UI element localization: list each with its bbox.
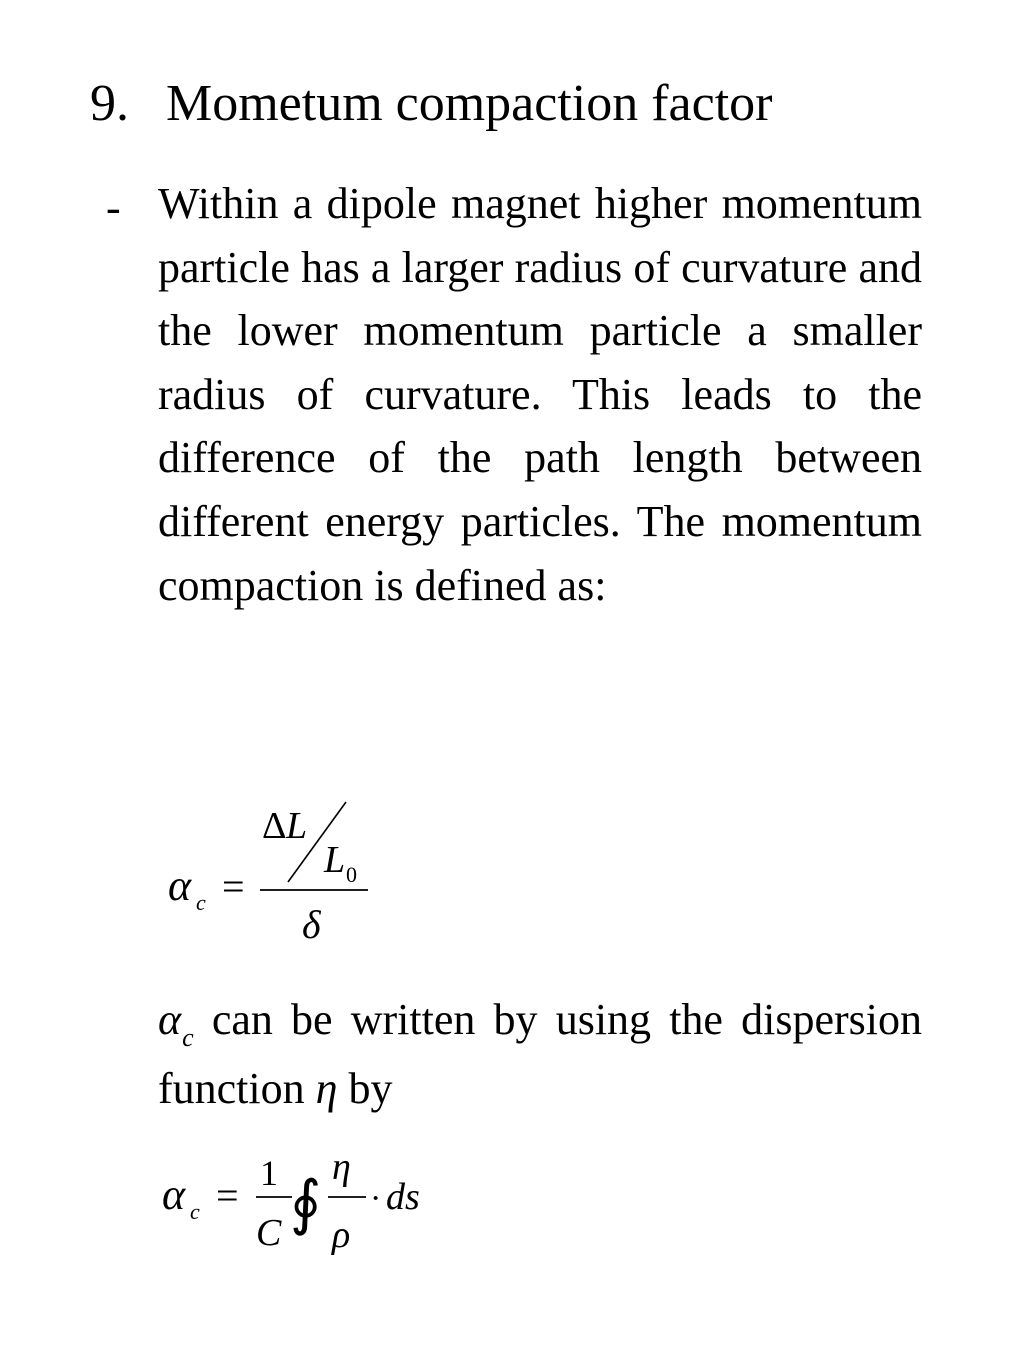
- eq2-frac-denominator: C: [256, 1212, 282, 1254]
- eq2-inner-denominator: ρ: [332, 1214, 351, 1256]
- eq1-equals: =: [222, 864, 245, 909]
- equation-dispersion-integral: [150, 1145, 450, 1265]
- eq2-inner-numerator: η: [332, 1146, 351, 1188]
- eq1-alpha: α: [168, 861, 192, 910]
- para2-text-1: can be written by using the dispersion function: [158, 995, 922, 1113]
- bullet-paragraph: Within a dipole magnet higher momentum particle has a larger radius of curvature and the lower momentum particle a smaller radius of curvature. This leads to the difference of the path length between different energy particles. The momentum compaction is defined as:: [158, 179, 922, 610]
- para2-eta: η: [315, 1064, 338, 1113]
- eq1-alpha-subscript: c: [196, 890, 206, 915]
- eq2-dot: ·: [370, 1180, 382, 1217]
- eq2-alpha-subscript: c: [190, 1199, 200, 1224]
- equation-momentum-compaction: [150, 790, 390, 950]
- para2-alpha: α: [158, 995, 182, 1044]
- eq2-frac-numerator: 1: [260, 1153, 278, 1193]
- title-text: Mometum compaction factor: [166, 75, 773, 132]
- eq1-denominator-subscript: 0: [346, 862, 357, 887]
- eq1-denominator-L: L: [324, 839, 346, 881]
- para2-text-2: by: [337, 1064, 393, 1113]
- para2-alpha-subscript: c: [182, 1023, 194, 1052]
- eq2-equals: =: [216, 1173, 239, 1218]
- bullet-marker: -: [106, 183, 121, 232]
- eq2-alpha: α: [162, 1170, 186, 1219]
- dispersion-paragraph: [158, 988, 922, 1120]
- eq2-differential: ds: [386, 1176, 420, 1218]
- slide-title: [90, 72, 772, 136]
- eq2-contour-integral: ∮: [290, 1170, 322, 1236]
- eq1-delta: Δ: [262, 805, 287, 847]
- title-number: 9.: [90, 75, 129, 132]
- eq1-divisor-delta: δ: [302, 902, 321, 947]
- eq1-numerator-L: L: [286, 805, 308, 847]
